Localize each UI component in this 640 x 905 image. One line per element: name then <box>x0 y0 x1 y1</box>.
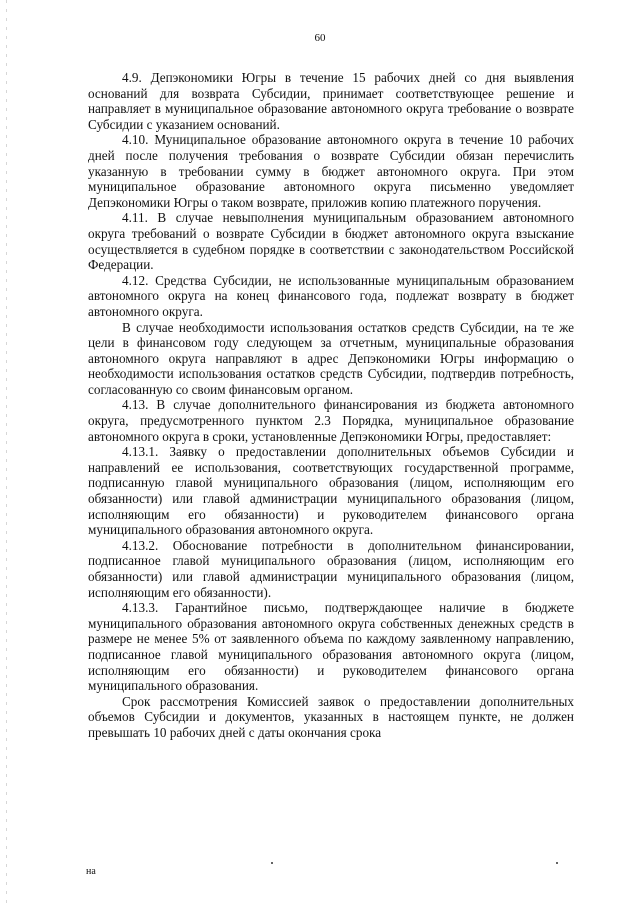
paragraph-review-deadline: Срок рассмотрения Комиссией заявок о предоставлении дополнительных объемов Субсидии и документов, указанных в настоящем пункте, не должен превышать 10 рабочих дней с даты окончания срока <box>88 693 574 740</box>
page-number: 60 <box>314 32 326 44</box>
paragraph-4-13-2: 4.13.2. Обоснование потребности в дополнительном финансировании, подписанное главой муниципального образования (лицом, исполняющим его обязанности) или главой администрации муниципального образования (лицом, исполняющим его обязанности). <box>88 537 574 600</box>
paragraph-4-13-3: 4.13.3. Гарантийное письмо, подтверждающее наличие в бюджете муниципального образования автономного округа собственных денежных средств в размере не менее 5% от заявленного объема по каждому заявленному направлению, подписанное главой муниципального образования автономного округа (лицом, исполняющим его обязанности) и руководителем финансового органа муниципального образования. <box>88 600 574 694</box>
paragraph-4-12: 4.12. Средства Субсидии, не использованные муниципальным образованием автономного округа на конец финансового года, подлежат возврату в бюджет автономного округа. <box>88 272 574 319</box>
paragraph-4-10: 4.10. Муниципальное образование автономного округа в течение 10 рабочих дней после получения требования о возврате Субсидии обязан перечислить указанную в требовании сумму в бюджет автономного округа. При этом муниципальное образование автономного округа письменно уведомляет Депэкономики Югры о таком возврате, приложив копию платежного поручения. <box>88 132 574 210</box>
footer-mark: на <box>86 866 96 877</box>
paragraph-remaining-funds: В случае необходимости использования остатков средств Субсидии, на те же цели в финансовом году следующем за отчетным, муниципальные образования автономного округа направляют в адрес Депэкономики Югры информацию о необходимости использования остатков средств Субсидии, подтвердив потребность, согласованную со своим финансовым органом. <box>88 319 574 397</box>
paragraph-4-13-1: 4.13.1. Заявку о предоставлении дополнительных объемов Субсидии и направлений ее использования, соответствующих государственной программе, подписанную главой муниципального образования (лицом, исполняющим его обязанности) или главой администрации муниципального образования (лицом, исполняющим его обязанности) и руководителем финансового органа муниципального образования автономного округа. <box>88 444 574 538</box>
paragraph-4-13: 4.13. В случае дополнительного финансирования из бюджета автономного округа, предусмотренного пунктом 2.3 Порядка, муниципальное образование автономного округа в сроки, установленные Депэкономики Югры, предоставляет: <box>88 397 574 444</box>
paragraph-4-9: 4.9. Депэкономики Югры в течение 15 рабочих дней со дня выявления оснований для возврата Субсидии, принимает соответствующее решение и направляет в муниципальное образование автономного округа требование о возврате Субсидии с указанием оснований. <box>88 70 574 132</box>
scan-edge-artifact <box>6 0 7 905</box>
paragraph-4-11: 4.11. В случае невыполнения муниципальным образованием автономного округа требований о возврате Субсидии в бюджет автономного округа взыскание осуществляется в судебном порядке в соответствии с законодательством Российской Федерации. <box>88 210 574 273</box>
footer-dot <box>556 862 558 864</box>
document-body <box>88 70 574 741</box>
footer-dot <box>271 862 273 864</box>
